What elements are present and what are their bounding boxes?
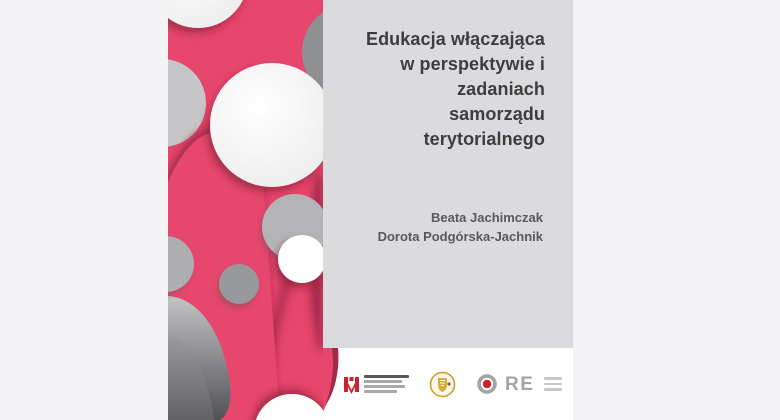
title-line-2: w perspektywie i zadaniach: [400, 54, 545, 99]
ministry-text-line: [364, 380, 402, 383]
ore-text-line: [544, 377, 562, 380]
publisher-logo-strip: [323, 348, 573, 420]
ore-red-dot-icon: [476, 373, 498, 395]
ore-letters: RE: [505, 373, 535, 395]
ore-text-line: [544, 383, 562, 386]
ore-text-lines: [544, 377, 562, 391]
pink-corner-wedge: [323, 348, 345, 412]
author-1: Beata Jachimczak: [430, 210, 543, 225]
university-crest-icon: [429, 371, 456, 398]
ministry-text-line: [364, 375, 409, 378]
ministry-text-line: [364, 390, 397, 393]
ministry-red-flag-icon: [344, 375, 359, 394]
author-2: Dorota Podgórska-Jachnik: [377, 229, 543, 244]
title-line-1: Edukacja włączająca: [365, 29, 545, 49]
cover-right-column: [323, 0, 573, 420]
cover-title: [333, 27, 545, 152]
book-cover: [168, 0, 573, 420]
circles-collage-graphic: [168, 0, 323, 420]
ore-text-line: [544, 388, 562, 391]
ore-logo: [476, 373, 562, 395]
cover-art-band: [168, 0, 323, 420]
ministry-text-lines: [364, 375, 409, 393]
cover-authors: [333, 208, 545, 246]
ministry-text-line: [364, 385, 405, 388]
title-line-3: samorządu terytorialnego: [423, 104, 545, 149]
ministry-logo: [344, 375, 409, 394]
title-panel: [323, 0, 573, 348]
university-crest-logo: [429, 371, 456, 398]
gray-circle-small: [219, 264, 259, 304]
